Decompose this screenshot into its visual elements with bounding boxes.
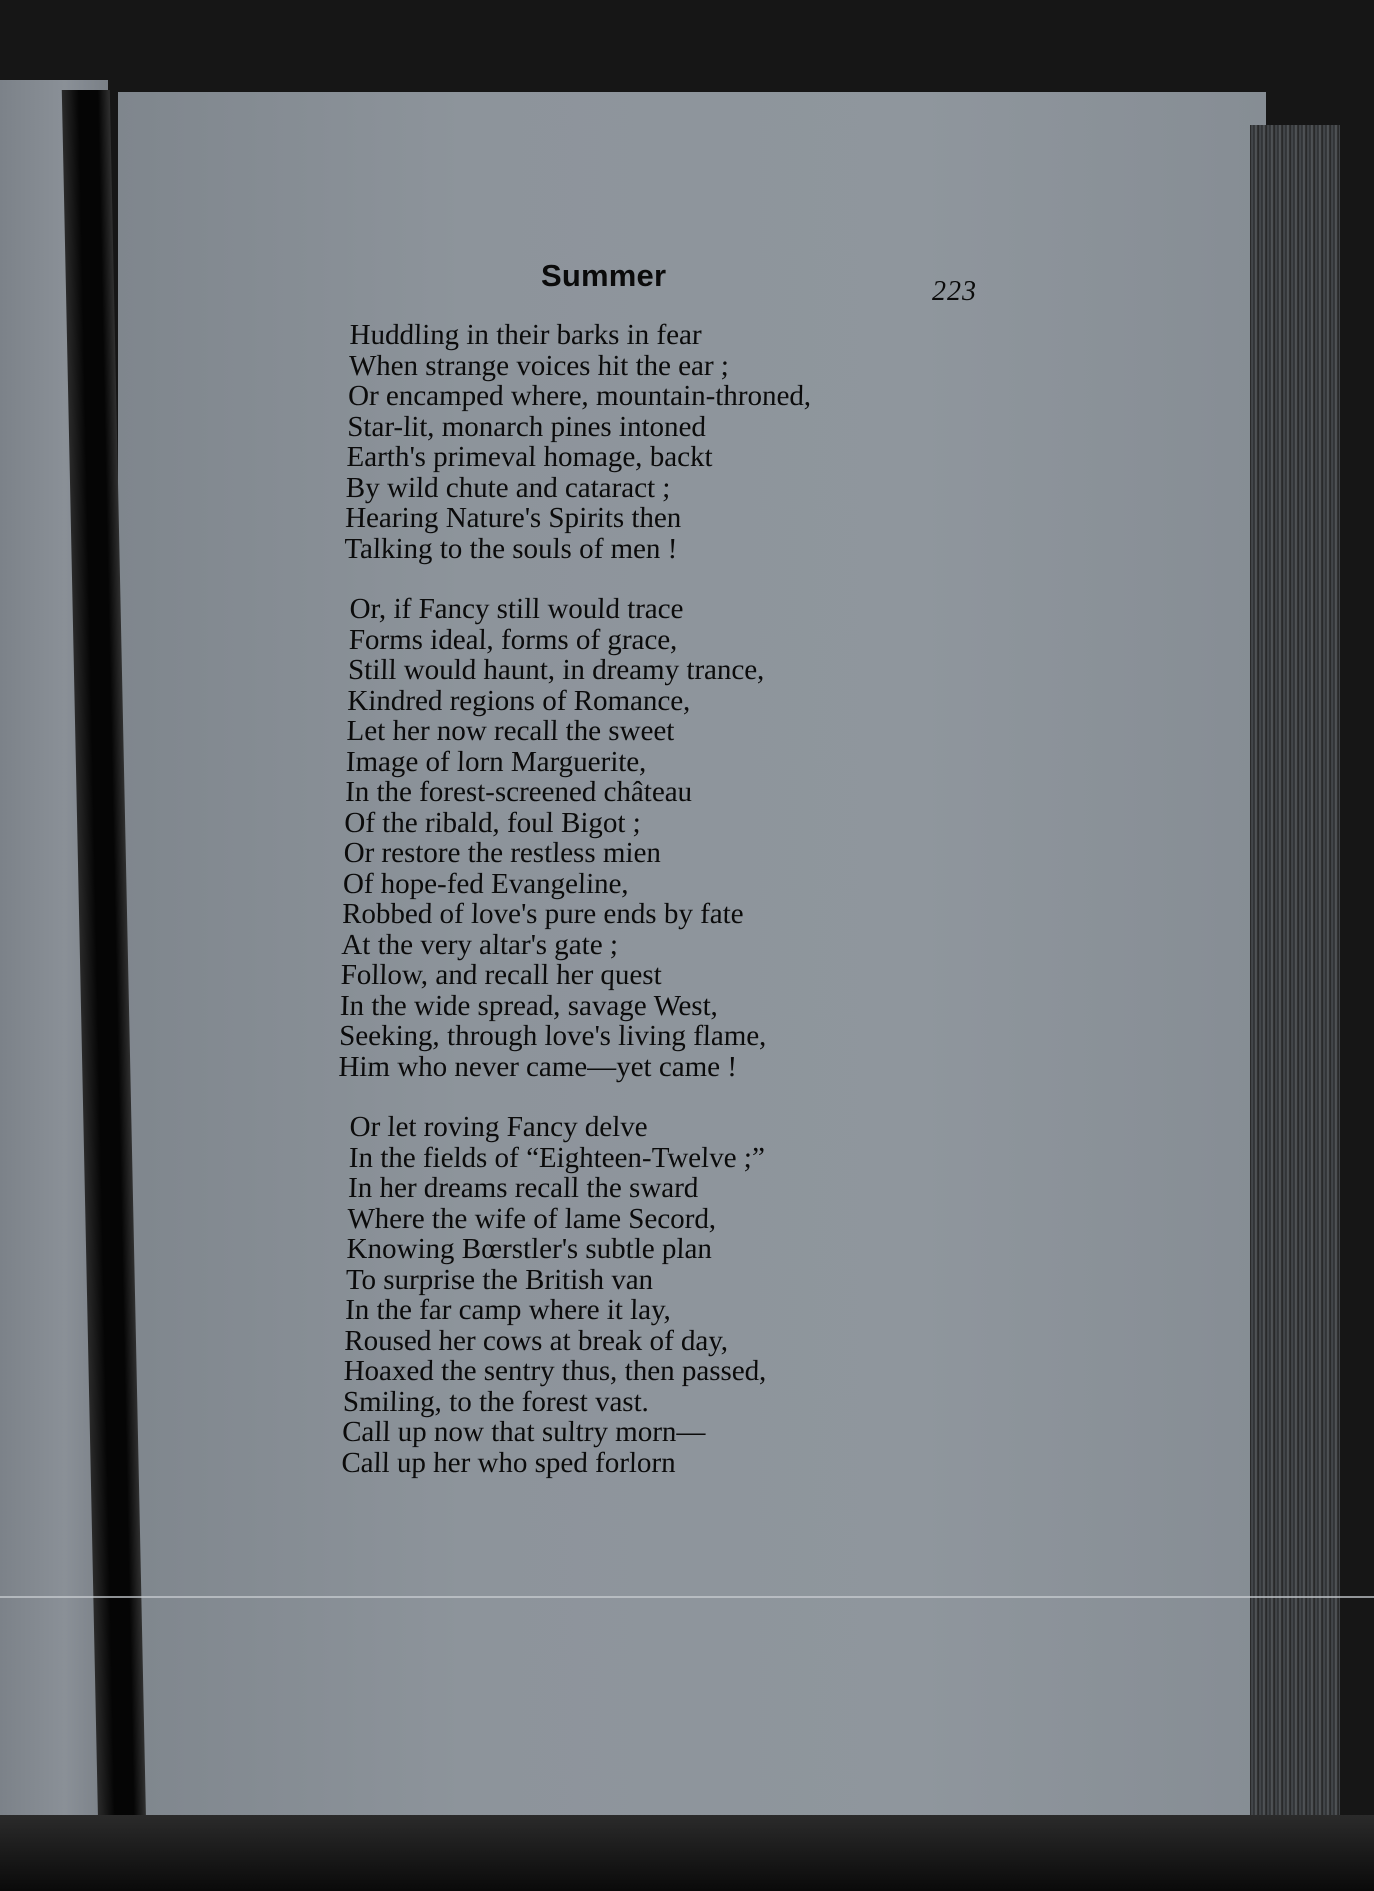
poem-line: In the wide spread, savage West, xyxy=(339,989,719,1022)
poem-line: Of the ribald, foul Bigot ; xyxy=(344,806,642,839)
stanza-3 xyxy=(341,1112,1230,1478)
poem-line: Call up now that sultry morn— xyxy=(341,1416,706,1448)
poem-line: Seeking, through love's living flame, xyxy=(338,1020,767,1052)
poem-line: By wild chute and cataract ; xyxy=(345,471,671,504)
poem-line: Star-lit, monarch pines intoned xyxy=(347,410,707,443)
poem-line: Earth's primeval homage, backt xyxy=(346,441,714,473)
poem-line: Hoaxed the sentry thus, then passed, xyxy=(343,1355,767,1387)
poem-line: Or, if Fancy still would trace xyxy=(349,593,684,625)
poem-line: Roused her cows at break of day, xyxy=(344,1324,729,1357)
poem-line: In the forest-screened château xyxy=(344,776,693,808)
poem-line: Him who never came—yet came ! xyxy=(338,1050,738,1083)
poem-line: Smiling, to the forest vast. xyxy=(342,1385,650,1418)
poem-line: Knowing Bœrstler's subtle plan xyxy=(346,1233,713,1265)
poem-line: Or encamped where, mountain-throned, xyxy=(347,380,812,412)
stanza-1 xyxy=(344,320,1230,564)
poem-line: Where the wife of lame Secord, xyxy=(347,1202,717,1235)
poem-line: At the very altar's gate ; xyxy=(341,928,619,961)
poem-line: To surprise the British van xyxy=(345,1263,654,1296)
page-number: 223 xyxy=(932,276,977,307)
page-block-edge xyxy=(1250,125,1340,1845)
poem-line: Robbed of love's pure ends by fate xyxy=(341,898,745,930)
poem-line: Or restore the restless mien xyxy=(343,837,662,869)
poem-line: Follow, and recall her quest xyxy=(340,959,663,991)
poem-line: In the fields of “Eighteen-Twelve ;” xyxy=(348,1141,766,1174)
running-title: Summer xyxy=(541,258,667,293)
poem-line: In her dreams recall the sward xyxy=(347,1172,699,1204)
poem-line: Hearing Nature's Spirits then xyxy=(344,502,682,534)
poem-line: Call up her who sped forlorn xyxy=(341,1446,677,1479)
poem-line: Let her now recall the sweet xyxy=(346,715,675,747)
poem-line: In the far camp where it lay, xyxy=(344,1294,672,1326)
bottom-shadow xyxy=(0,1815,1374,1891)
poem-line: Image of lorn Marguerite, xyxy=(345,745,647,778)
poem-line: Forms ideal, forms of grace, xyxy=(348,623,678,656)
poem-line: Of hope-fed Evangeline, xyxy=(342,867,630,900)
poem-line: Talking to the souls of men ! xyxy=(344,532,678,565)
poem-text xyxy=(338,319,1230,1479)
poem-line: Still would haunt, in dreamy trance, xyxy=(347,654,765,686)
scan-artifact-line xyxy=(0,1596,1374,1598)
poem-line: When strange voices hit the ear ; xyxy=(348,349,730,382)
poem-line: Kindred regions of Romance, xyxy=(347,684,691,717)
poem-line: Huddling in their barks in fear xyxy=(349,319,702,351)
poem-line: Or let roving Fancy delve xyxy=(349,1111,649,1143)
stanza-2 xyxy=(338,594,1230,1082)
